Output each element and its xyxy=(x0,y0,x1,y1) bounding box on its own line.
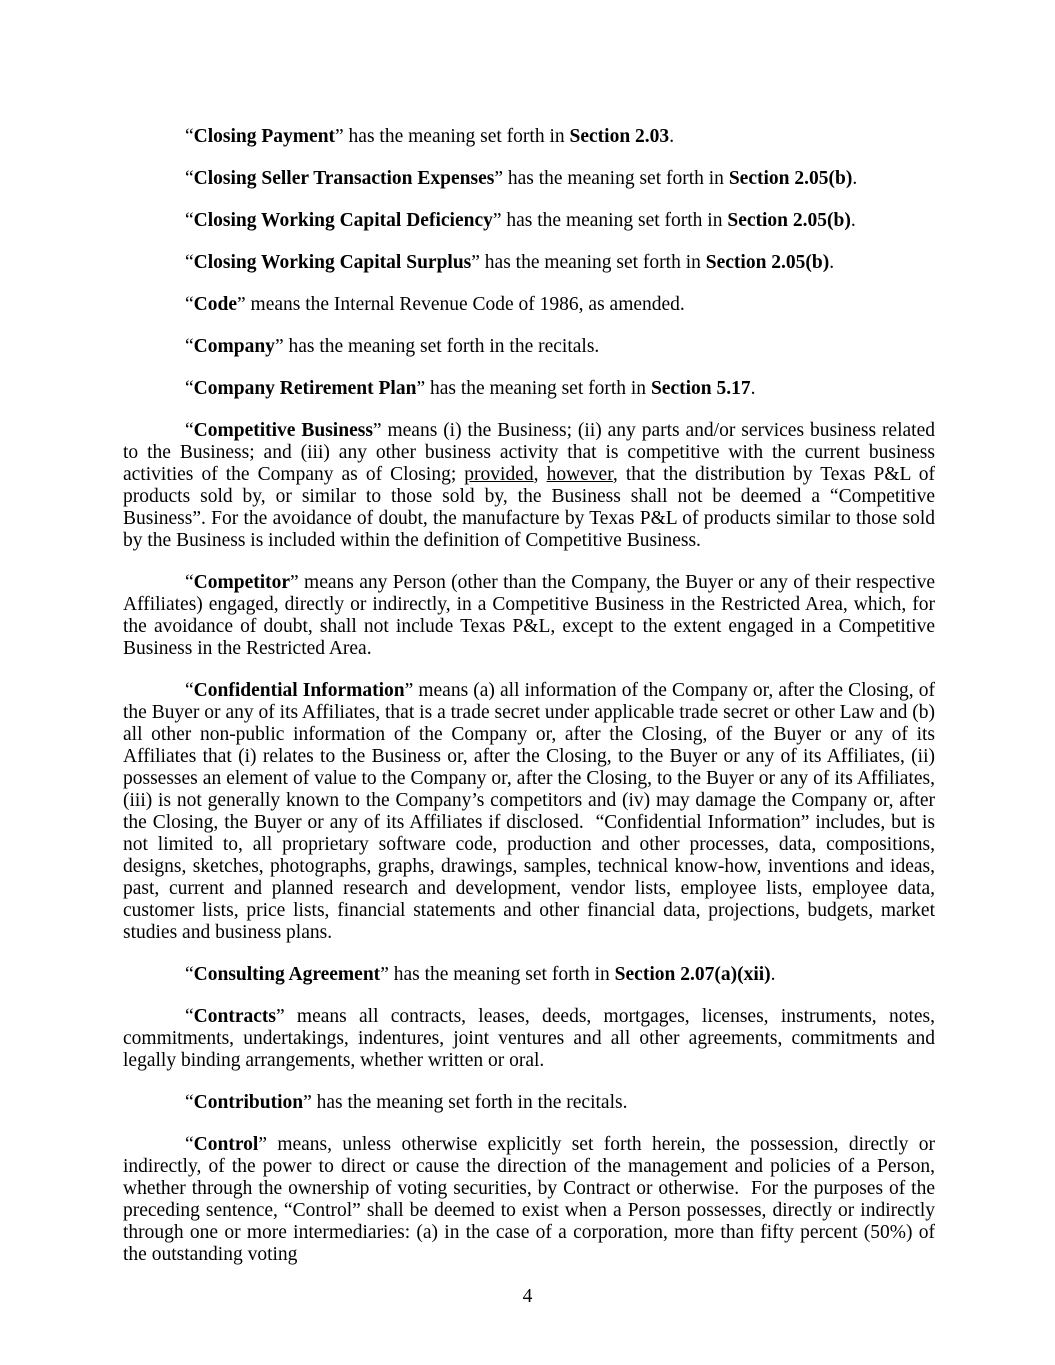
defined-term: Company xyxy=(193,336,275,357)
body-text: “ xyxy=(185,1092,194,1113)
defined-term: Competitive Business xyxy=(193,420,373,441)
paragraph xyxy=(123,1006,935,1072)
defined-term: Section 2.05(b) xyxy=(705,252,830,273)
defined-term: Closing Working Capital Surplus xyxy=(193,252,472,273)
body-text: . xyxy=(829,252,835,273)
defined-term: Consulting Agreement xyxy=(193,964,381,985)
defined-term: Section 2.03 xyxy=(569,126,670,147)
body-text: ” has the meaning set forth in xyxy=(335,126,570,147)
body-text: ” means any Person (other than the Company, the Buyer or any of their respective Affiliates) engaged, directly or indirectly, in a Competitive Business in the Restricted Area, which, for the avoidance of doubt, shall not include Texas P&L, except to the extent engaged in a Competitive Business in the Restricted Area. xyxy=(123,572,935,659)
body-text: . xyxy=(770,964,776,985)
paragraph xyxy=(123,1092,935,1114)
body-text: ” has the meaning set forth in the recitals. xyxy=(274,336,600,357)
body-text: ” means, unless otherwise explicitly set forth herein, the possession, directly or indirectly, of the power to direct or cause the direction of the management and policies of a Person, whether through the ownership of voting securities, by Contract or otherwise. For the purposes of the preceding sentence, “Control” shall be deemed to exist when a Person possesses, directly or indirectly through one or more intermediaries: (a) in the case of a corporation, more than fifty percent (50%) of the outstanding voting xyxy=(123,1134,935,1265)
emphasized-term: however xyxy=(546,464,613,485)
paragraph xyxy=(123,1134,935,1266)
emphasized-term: provided xyxy=(464,464,534,485)
paragraph xyxy=(123,336,935,358)
body-text: “ xyxy=(185,336,194,357)
body-text: ” has the meaning set forth in xyxy=(494,168,729,189)
body-text: “ xyxy=(185,964,194,985)
body-text: “ xyxy=(185,126,194,147)
paragraph xyxy=(123,210,935,232)
paragraph xyxy=(123,572,935,660)
defined-term: Closing Seller Transaction Expenses xyxy=(193,168,495,189)
paragraph xyxy=(123,964,935,986)
page-footer xyxy=(0,1286,1055,1308)
paragraph xyxy=(123,126,935,148)
paragraph xyxy=(123,294,935,316)
body-text: ” means (i) the Business; (ii) any parts and/or services business related to the Business; and (iii) any other business activity that is competitive with the current business activities of the Company as of Closing; xyxy=(123,420,935,485)
body-text: ” has the meaning set forth in xyxy=(416,378,651,399)
defined-term: Contribution xyxy=(193,1092,304,1113)
body-text: . xyxy=(850,210,856,231)
body-text: “ xyxy=(185,378,194,399)
page-number: 4 xyxy=(522,1286,533,1307)
defined-term: Section 2.05(b) xyxy=(728,168,853,189)
body-text: ” has the meaning set forth in xyxy=(492,210,728,231)
defined-term: Contracts xyxy=(193,1006,276,1027)
defined-term: Control xyxy=(193,1134,259,1155)
body-text: “ xyxy=(185,252,194,273)
body-text: , xyxy=(533,464,547,485)
body-text: “ xyxy=(185,1006,194,1027)
paragraph xyxy=(123,420,935,552)
body-text: . xyxy=(669,126,675,147)
defined-term: Competitor xyxy=(193,572,291,593)
body-text: “ xyxy=(185,420,194,441)
body-text: “ xyxy=(185,294,194,315)
body-text: “ xyxy=(185,168,194,189)
defined-term: Section 2.05(b) xyxy=(727,210,851,231)
document-body xyxy=(123,126,935,1286)
body-text: “ xyxy=(185,210,194,231)
defined-term: Code xyxy=(193,294,237,315)
defined-term: Company Retirement Plan xyxy=(193,378,417,399)
body-text: . xyxy=(750,378,756,399)
defined-term: Section 2.07(a)(xii) xyxy=(614,964,771,985)
paragraph xyxy=(123,378,935,400)
body-text: ” means (a) all information of the Company or, after the Closing, of the Buyer or any of its Affiliates, that is a trade secret under applicable trade secret or other Law and (b) all other non-public information of the Company or, after the Closing, of the Buyer or any of its Affiliates that (i) relates to the Business or, after the Closing, to the Buyer or any of its Affiliates, (ii) possesses an element of value to the Company or, after the Closing, to the Buyer or any of its Affiliates, (iii) is not generally known to the Company’s competitors and (iv) may damage the Company or, after the Closing, the Buyer or any of its Affiliates if disclosed. “Confidential Information” includes, but is not limited to, all proprietary software code, production and other processes, data, compositions, designs, sketches, photographs, graphs, drawings, samples, technical know-how, inventions and ideas, past, current and planned research and development, vendor lists, employee lists, employee data, customer lists, price lists, financial statements and other financial data, projections, budgets, market studies and business plans. xyxy=(123,680,935,943)
paragraph xyxy=(123,168,935,190)
defined-term: Closing Working Capital Deficiency xyxy=(193,210,493,231)
body-text: “ xyxy=(185,572,194,593)
body-text: ” has the meaning set forth in xyxy=(380,964,615,985)
body-text: , that the distribution by Texas P&L of products sold by, or similar to those sold by, the Business shall not be deemed a “Competitive Business”. For the avoidance of doubt, the manufacture by Texas P&L of products similar to those sold by the Business is included within the definition of Competitive Business. xyxy=(123,464,935,551)
body-text: ” has the meaning set forth in xyxy=(471,252,706,273)
body-text: ” has the meaning set forth in the recitals. xyxy=(303,1092,628,1113)
body-text: . xyxy=(852,168,858,189)
body-text: ” means the Internal Revenue Code of 1986, as amended. xyxy=(237,294,685,315)
paragraph xyxy=(123,680,935,944)
defined-term: Section 5.17 xyxy=(650,378,751,399)
paragraph xyxy=(123,252,935,274)
body-text: “ xyxy=(185,680,194,701)
body-text: ” means all contracts, leases, deeds, mortgages, licenses, instruments, notes, commitments, undertakings, indentures, joint ventures and all other agreements, commitments and legally binding arrangements, whether written or oral. xyxy=(123,1006,935,1071)
defined-term: Closing Payment xyxy=(193,126,336,147)
body-text: “ xyxy=(185,1134,194,1155)
defined-term: Confidential Information xyxy=(193,680,405,701)
